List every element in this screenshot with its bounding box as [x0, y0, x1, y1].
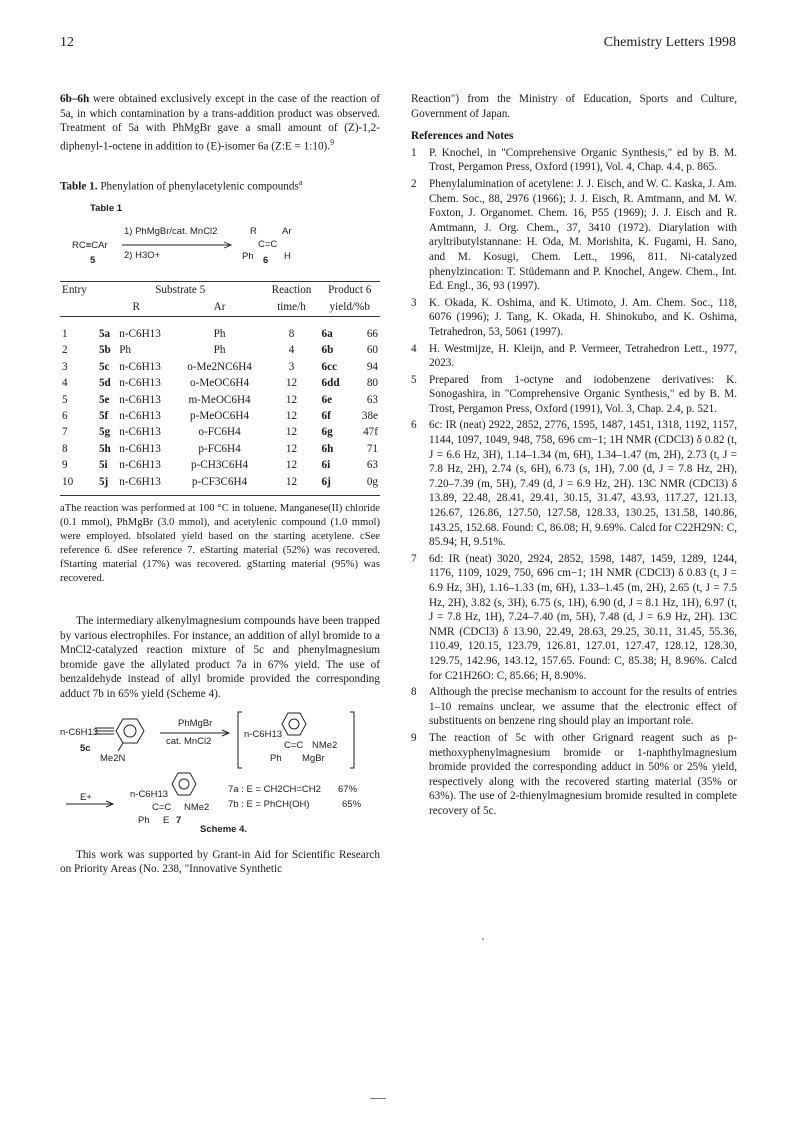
s4-7b-yield: 65%: [342, 798, 362, 810]
table-cell: 47f: [363, 426, 378, 439]
left-column: [60, 92, 380, 877]
reference-text: 6d: IR (neat) 3020, 2924, 2852, 1598, 1487, 1459, 1289, 1244, 1176, 1109, 1029, 750, 696 cm−1; 1H NMR (CDCl3) δ 0.83 (t, J = 6.9 Hz, 3H), 1.16–1.33 (m, 6H), 1.33–1.45 (m, 2H), 2.65 (t, J = 7.5 Hz, 2H), 3.82 (s, 3H), 6.75 (s, 1H), 6.90 (d, J = 8.1 Hz, 1H), 6.97 (t, J = 7.8 Hz, 1H), 7.24–7.40 (m, 5H), 7.48 (d, J = 6.9 Hz, 2H). 13C NMR (CDCl3) δ 13.90, 22.49, 28.63, 29.25, 30.11, 31.45, 55.36, 110.49, 120.15, 123.79, 126.81, 127.01, 127.47, 128.12, 128.30, 129.75, 142.96, 143.12, 157.65. Found: C, 85.38; H, 8.96%. Calcd for C21H26O: C, 85.66; H, 8.90%.: [429, 552, 737, 682]
s4-sm-num: 5c: [80, 742, 91, 754]
reference-number: 5: [411, 373, 417, 386]
s4-prod-r: n-C6H13: [130, 788, 169, 800]
col-substrate: Substrate 5: [97, 282, 264, 300]
table-cell: n-C6H13: [119, 426, 161, 439]
table-cell: 80: [366, 377, 378, 390]
intro-paragraph: [60, 92, 380, 154]
s4-prod-ph: Ph: [138, 814, 150, 826]
table-cell: p-CH3C6H4: [190, 459, 249, 472]
reference-text: 6c: IR (neat) 2922, 2852, 2776, 1595, 1487, 1451, 1318, 1192, 1157, 1144, 1097, 1049, 948, 758, 696 cm−1; 1H NMR (CDCl3) δ 0.82 (t, J = 6.6 Hz, 3H), 1.14–1.34 (m, 6H), 1.34–1.47 (m, 2H), 2.73 (t, J = 7.8 Hz, 2H), 2.74 (s, 6H), 6.73 (s, 1H), 7.00 (d, J = 7.8 Hz, 2H), 7.20–7.39 (m, 5H), 7.49 (d, J = 6.9 Hz, 2H). 13C NMR (CDCl3) δ 13.89, 22.48, 28.41, 29.41, 30.15, 31.47, 43.93, 117.27, 121.13, 126.67, 126.86, 127.50, 127.58, 128.33, 130.25, 131.58, 140.86, 143.25, 152.68. Found: C, 86.08; H, 9.69%. Calcd for C22H29N: C, 85.94; H, 9.51%.: [429, 419, 737, 549]
table-cell: 60: [366, 344, 378, 357]
table-cell: 12: [285, 426, 298, 439]
s4-sm-nme: Me2N: [100, 752, 126, 764]
paragraph-2: The intermediary alkenylmagnesium compounds have been trapped by various electrophiles. For instance, an addition of allyl bromide to a MnCl2-catalyzed reaction mixture of 5c and phenylmagnesium bromide gave the allylated product 7a in 67% yield. The use of benzaldehyde instead of allyl bromide provided the corresponding adduct 7b in 65% yield (Scheme 4).: [60, 615, 380, 701]
reference-text: H. Westmijze, H. Kleijn, and P. Vermeer, Tetrahedron Lett., 1977, 2023.: [429, 342, 737, 370]
table-row: [60, 342, 380, 358]
col-ar: Ar: [176, 299, 264, 317]
reference-text: K. Okada, K. Oshima, and K. Utimoto, J. Am. Chem. Soc., 118, 6076 (1996); J. Tang, K. Okada, H. Shinokubo, and K. Oshima, Tetrahedron, 53, 5061 (1997).: [429, 296, 737, 338]
reference-text: Prepared from 1-octyne and iodobenzene derivatives: K. Sonogashira, in "Comprehensive Organic Synthesis," ed by B. M. Trost, Pergamon Press, Oxford (1991), Vol. 3, Chap. 2.4, p. 521.: [429, 373, 737, 415]
table-cell: 8: [288, 328, 295, 341]
scheme-num5: 5: [90, 255, 96, 267]
reference-number: 3: [411, 296, 417, 309]
table-cell: 5j: [97, 474, 117, 496]
reference-item: [411, 731, 737, 819]
table-cell: 5f: [98, 410, 109, 423]
reference-number: 1: [411, 146, 417, 159]
reference-item: [411, 373, 737, 417]
journal-header: Chemistry Letters 1998: [603, 35, 736, 50]
s4-prod-num: 7: [176, 814, 182, 826]
table-row: [60, 474, 380, 496]
table-scheme: [60, 221, 380, 277]
table-cell: 4: [62, 377, 68, 390]
table-cell: 12: [285, 410, 298, 423]
page-mark: [370, 1098, 386, 1099]
table-cell: n-C6H13: [119, 393, 161, 406]
scheme-cond2: 2) H3O+: [124, 250, 161, 262]
page-number: 12: [60, 35, 74, 50]
s4-prod-e: E: [163, 814, 170, 826]
table-row: [60, 441, 380, 457]
right-column: [411, 92, 737, 819]
reference-item: [411, 418, 737, 549]
table-cell: n-C6H13: [119, 360, 161, 373]
intro-note: 9: [330, 137, 335, 147]
table-cell: 5d: [98, 377, 111, 390]
table-cell: 5c: [98, 360, 110, 373]
s4-7a: 7a : E = CH2CH=CH2: [228, 783, 321, 795]
s4-caption: Scheme 4.: [200, 823, 247, 834]
reference-number: 2: [411, 177, 417, 190]
s4-int-r: n-C6H13: [244, 728, 283, 740]
reference-item: [411, 342, 737, 371]
page-dot: [482, 938, 484, 940]
table-row: [60, 457, 380, 473]
table-row: [60, 375, 380, 391]
reference-number: 8: [411, 686, 417, 699]
table-cell: 3: [62, 360, 68, 373]
s4-prod-nme: NMe2: [184, 801, 210, 813]
table-cell: 6cc: [321, 360, 338, 373]
paragraph-3: This work was supported by Grant-in Aid for Scientific Research on Priority Areas (No. 238, "Innovative Synthetic: [60, 848, 380, 876]
table1-label: Table 1: [90, 203, 123, 215]
references-title: References and Notes: [411, 130, 514, 143]
table-cell: 5g: [98, 426, 111, 439]
table-cell: 9: [62, 459, 68, 472]
col-product: Product 6: [320, 282, 380, 300]
s4-prod-c: C=C: [152, 801, 172, 813]
intro-bold: 6b–6h: [60, 93, 90, 105]
reference-number: 4: [411, 342, 417, 355]
reference-number: 7: [411, 552, 417, 565]
scheme-prod-6: 6: [263, 255, 269, 267]
reference-text: Although the precise mechanism to account for the results of entries 1–10 remains unclear, we assume that the electronic effect of substituents on benzene ring should play an important role.: [429, 686, 737, 728]
table-cell: o-FC6H4: [198, 426, 241, 439]
scheme-cond1: 1) PhMgBr/cat. MnCl2: [124, 226, 218, 238]
table-cell: 5e: [98, 393, 110, 406]
table-row: [60, 317, 380, 343]
reference-item: [411, 685, 737, 729]
table-row: [60, 359, 380, 375]
table-cell: 63: [366, 459, 378, 472]
phenylation-table: [60, 281, 380, 496]
s4-int-ph: Ph: [270, 752, 282, 764]
s4-electrophile: E+: [80, 791, 92, 803]
reference-text: P. Knochel, in "Comprehensive Organic Synthesis," ed by B. M. Trost, Pergamon Press, Oxford (1991), Vol. 4, Chap. 4.4, p. 865.: [429, 146, 737, 174]
table-cell: 6f: [321, 410, 331, 423]
table-cell: 5a: [98, 328, 111, 341]
table-cell: 12: [264, 474, 320, 496]
reference-item: [411, 146, 737, 175]
table-cell: Ph: [119, 344, 132, 357]
table-cell: 5i: [98, 459, 108, 472]
table-cell: 6e: [321, 393, 333, 406]
table-cell: 12: [285, 393, 298, 406]
table-row: [60, 408, 380, 424]
table-cell: 6g: [321, 426, 333, 439]
table-cell: 38e: [361, 410, 378, 423]
col-entry: Entry: [60, 282, 97, 300]
s4-7a-yield: 67%: [338, 783, 358, 795]
table-cell: 5h: [98, 442, 111, 455]
table-row: [60, 392, 380, 408]
table-cell: 4: [288, 344, 295, 357]
scheme-4: [60, 706, 380, 834]
table-cell: 63: [366, 393, 378, 406]
table-cell: Ph: [213, 328, 226, 341]
table-cell: 94: [366, 360, 378, 373]
table-cell: 6b: [321, 344, 334, 357]
table-body: [60, 317, 380, 496]
s4-cond2: cat. MnCl2: [166, 735, 212, 747]
table-cell: n-C6H13: [119, 328, 161, 341]
table-row: [60, 424, 380, 440]
scheme-prod-r: R: [250, 226, 257, 238]
table-cell: 5b: [98, 344, 111, 357]
s4-cond1: PhMgBr: [178, 717, 213, 729]
table-cell: 8: [62, 442, 68, 455]
table-cell: 0g: [351, 474, 380, 496]
table-cell: n-C6H13: [119, 459, 161, 472]
intro-text: were obtained exclusively except in the case of the reaction of 5a, in which contamination by a trans-addition product was observed. Treatment of 5a with PhMgBr gave a small amount of (Z)-1,2-diphenyl-1-octene in addition to (E)-isomer 6a (Z:E = 1:10).: [60, 93, 380, 153]
table-cell: p-MeOC6H4: [190, 410, 250, 423]
table-cell: n-C6H13: [119, 377, 161, 390]
scheme-prod-ph: Ph: [242, 251, 254, 263]
reference-item: [411, 177, 737, 294]
s4-7b: 7b : E = PhCH(OH): [228, 798, 310, 810]
reference-text: The reaction of 5c with other Grignard reagent such as p-methoxyphenylmagnesium bromide or 1-naphthylmagnesium bromide provided the corresponding adduct in 50% or 25% yield, respectively along with the recovered starting material (35% or 63%). The use of 2-thienylmagnesium bromide resulted in complete recovery of 5c.: [429, 731, 737, 817]
acknowledgment-cont: Reaction") from the Ministry of Education, Sports and Culture, Government of Japan.: [411, 93, 737, 120]
table-cell: 6i: [321, 459, 331, 472]
reference-number: 6: [411, 419, 417, 432]
table-cell: 12: [285, 459, 298, 472]
table-cell: Ph: [213, 344, 226, 357]
s4-sm-r: n-C6H13: [60, 726, 99, 738]
table-cell: 1: [62, 328, 68, 341]
scheme-prod-ar: Ar: [282, 226, 292, 238]
col-time: time/h: [264, 299, 320, 317]
table-cell: n-C6H13: [119, 442, 161, 455]
table-cell: m-MeOC6H4: [188, 393, 251, 406]
table-cell: p-CF3C6H4: [176, 474, 264, 496]
table-cell: p-FC6H4: [198, 442, 241, 455]
table-cell: o-Me2NC6H4: [187, 360, 252, 373]
table-cell: 2: [62, 344, 68, 357]
col-reaction: Reaction: [264, 282, 320, 300]
scheme-prod-h: H: [284, 251, 291, 263]
col-yield: yield/%b: [320, 299, 380, 317]
table-cell: 6h: [321, 442, 334, 455]
table-cell: 12: [285, 377, 298, 390]
table-cell: 6: [62, 410, 68, 423]
references-list: [411, 146, 737, 819]
table-cell: 5: [62, 393, 68, 406]
s4-int-nme: NMe2: [312, 739, 338, 751]
col-r: R: [97, 299, 176, 317]
table-cell: 6j: [320, 474, 352, 496]
s4-int-mgbr: MgBr: [302, 752, 325, 764]
table-cell: 3: [288, 360, 295, 373]
reference-text: Phenylalumination of acetylene: J. J. Eisch, and W. C. Kaska, J. Am. Chem. Soc., 88, 2976 (1966); J. J. Eisch, R. Amtmann, and M. W. Foxton, J. Organomet. Chem. 16, P55 (1969); J. J. Eisch and R. Amtmann, J. Org. Chem., 37, 3410 (1972). Diarylation with aryltributylstannane: H. Oda, M. Morishita, K. Fugami, H. Sano, and M. Kosugi, Chem. Lett., 1996, 811. Ni-catalyzed phenylzincation: T. Stüdemann and P. Knochel, Angew. Chem., Int. Ed. Engl., 36, 93 (1997).: [429, 177, 737, 293]
table-cell: 12: [285, 442, 298, 455]
reference-item: [411, 552, 737, 683]
table-cell: 6a: [321, 328, 333, 341]
scheme-reagent: RC≡CAr: [72, 240, 108, 252]
table-cell: n-C6H13: [119, 410, 161, 423]
scheme-prod-c: C=C: [258, 239, 278, 251]
reference-number: 9: [411, 731, 417, 744]
table-cell: 66: [366, 328, 378, 341]
table-cell: 10: [60, 474, 97, 496]
table-cell: 71: [366, 442, 378, 455]
table-cell: n-C6H13: [117, 474, 175, 496]
reference-item: [411, 296, 737, 340]
table-cell: 6dd: [321, 377, 340, 390]
table-footnote: aThe reaction was performed at 100 °C in toluene. Manganese(II) chloride (0.1 mmol), PhMgBr (3.0 mmol), and acetylenic compound (1.0 mmol) were employed. bIsolated yield based on the starting acetylene. cSee reference 6. dSee reference 7. eStarting material (52%) was recovered. fStarting material (17%) was recovered. gStarting material (95%) was recovered.: [60, 503, 380, 585]
table-caption: Table 1. Phenylation of phenylacetylenic compounds$^a$: [60, 178, 303, 193]
table-cell: o-MeOC6H4: [190, 377, 250, 390]
table-cell: 7: [62, 426, 68, 439]
s4-int-c: C=C: [284, 739, 304, 751]
